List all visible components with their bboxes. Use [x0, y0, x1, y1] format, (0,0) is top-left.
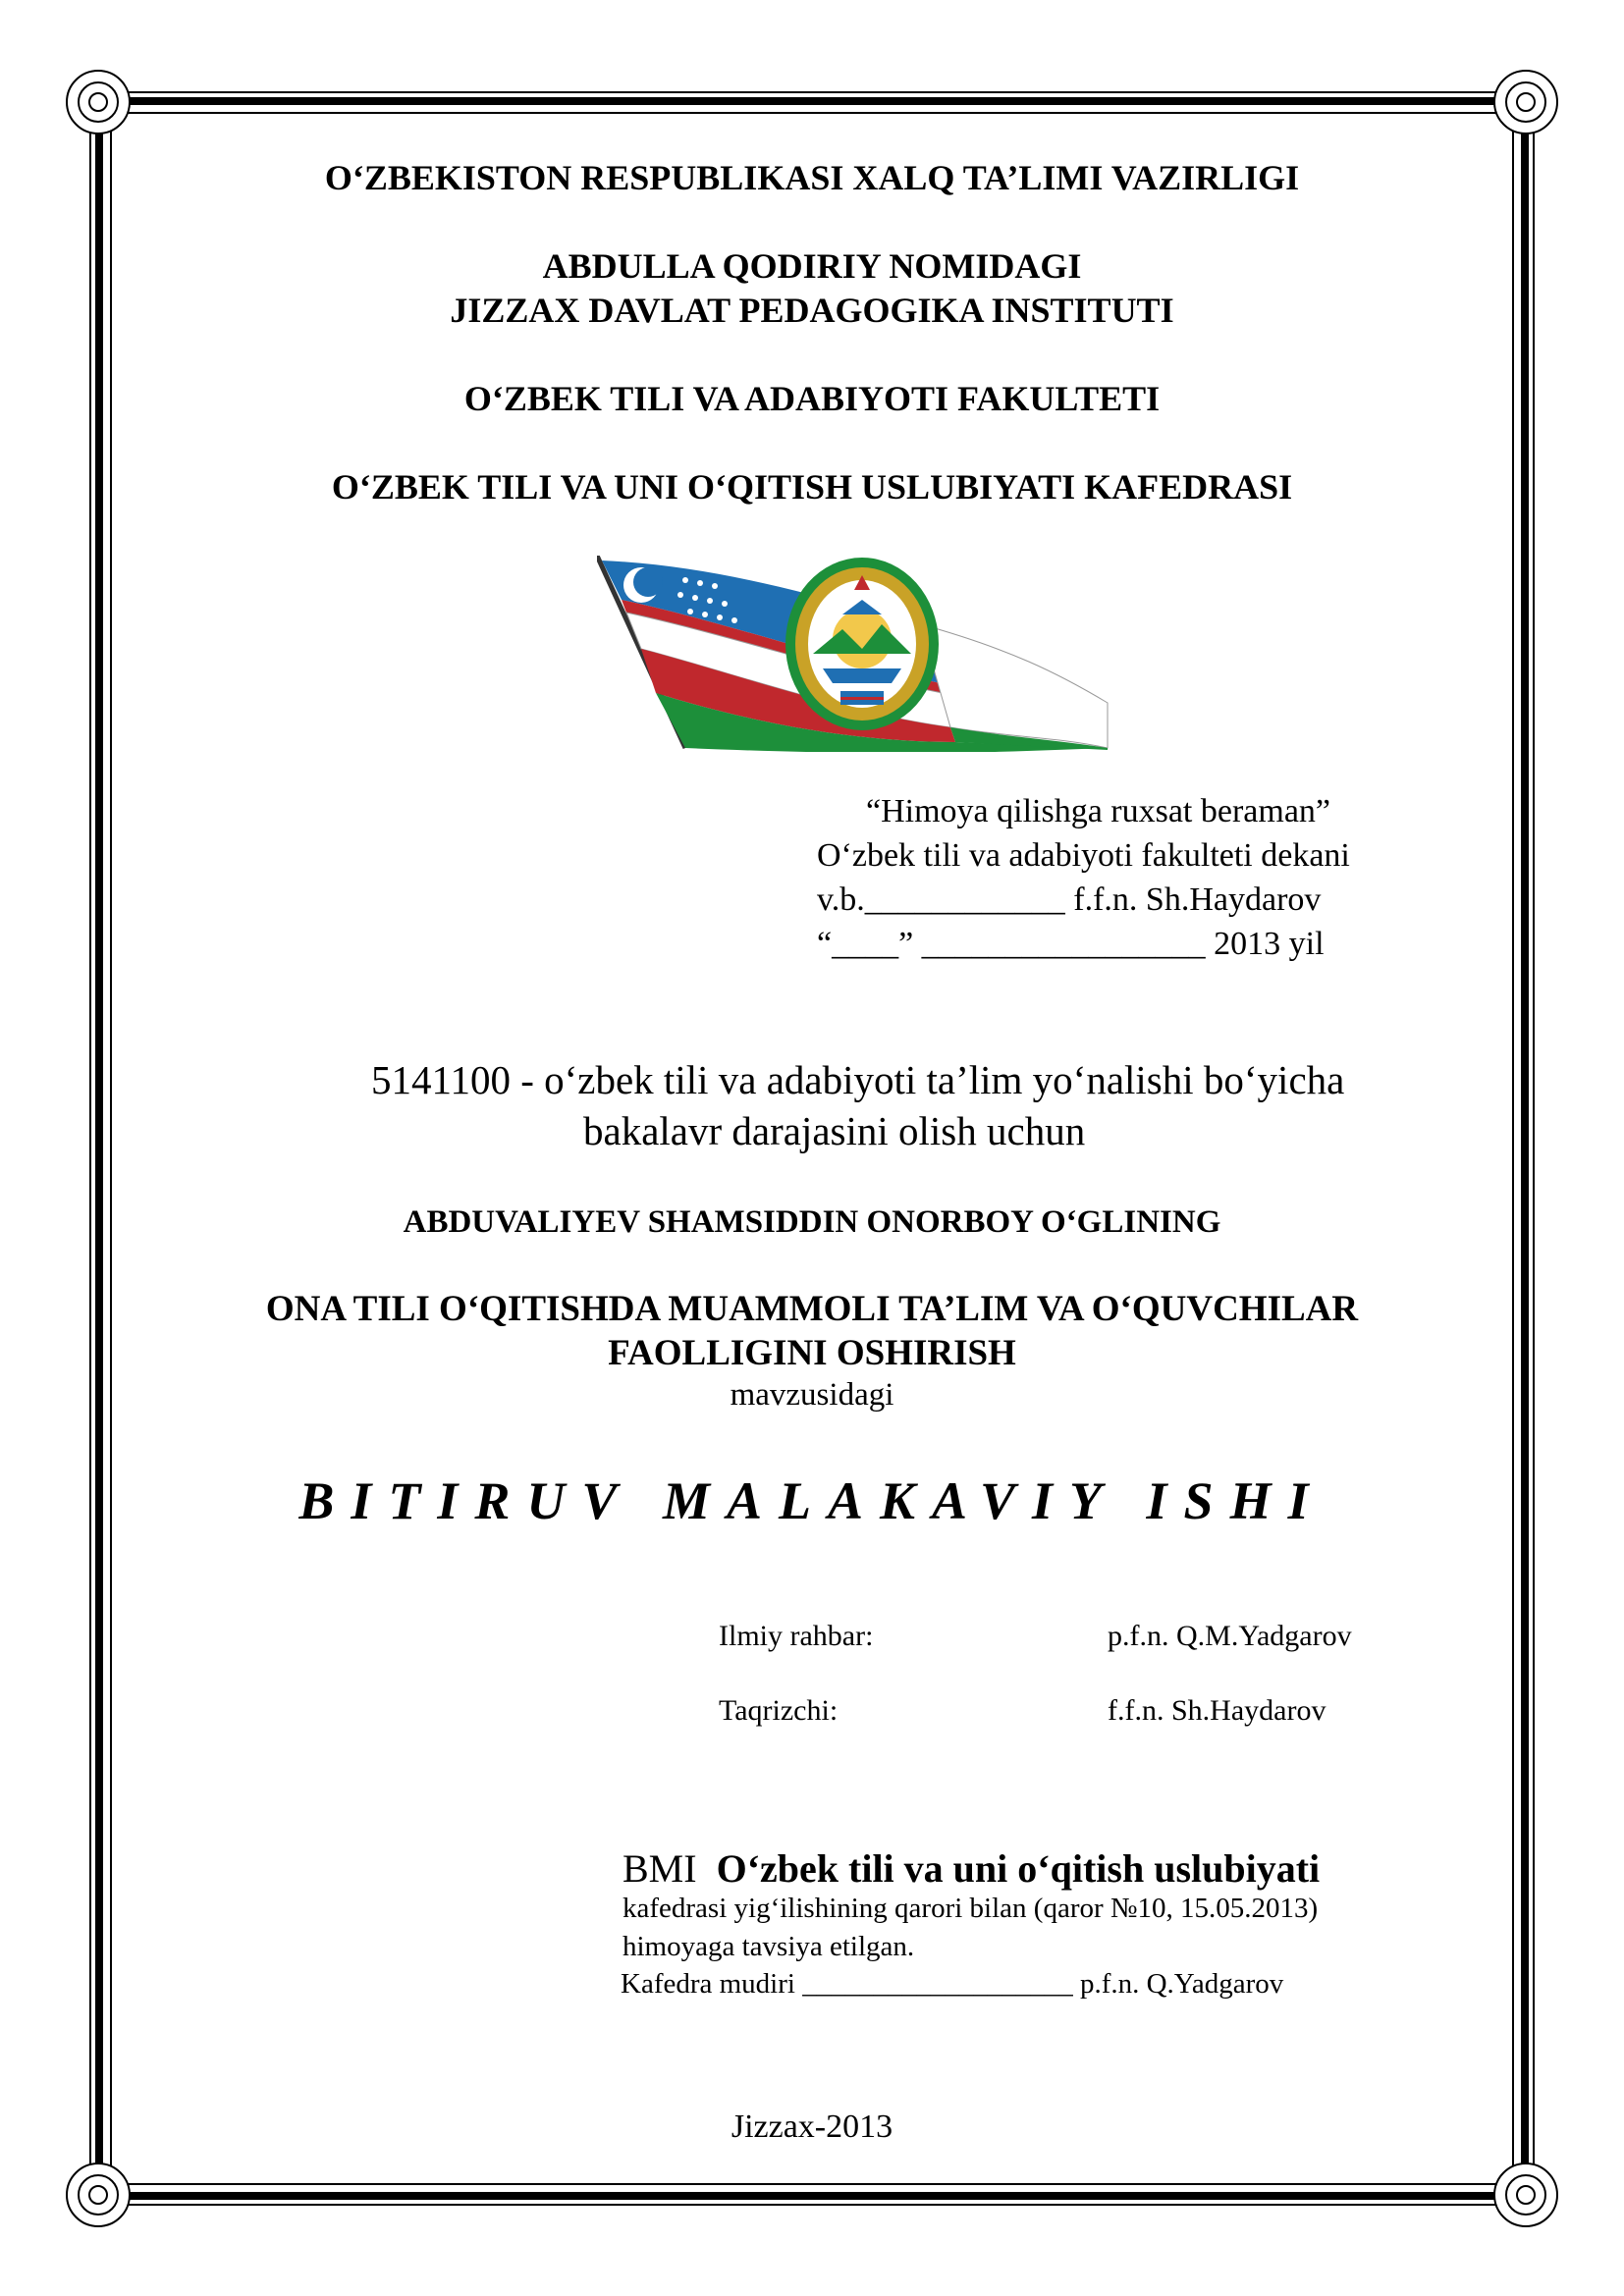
faculty-name: O‘ZBEK TILI VA ADABIYOTI FAKULTETI — [463, 379, 1161, 418]
corner-ornament-top-left — [67, 71, 130, 133]
recommendation-prefix: BMI — [623, 1846, 697, 1891]
approval-permission: “Himoya qilishga ruxsat beraman” — [866, 793, 1331, 829]
approval-dean-title: O‘zbek tili va adabiyoti fakulteti dekani — [817, 837, 1350, 874]
topic-suffix: mavzusidagi — [730, 1377, 894, 1413]
student-name: ABDUVALIYEV SHAMSIDDIN ONORBOY O‘GLINING — [403, 1204, 1221, 1240]
department-name: O‘ZBEK TILI VA UNI O‘QITISH USLUBIYATI KAFEDRASI — [331, 467, 1293, 507]
ministry-title: O‘ZBEKISTON RESPUBLIKASI XALQ TA’LIMI VAZIRLIGI — [324, 158, 1300, 197]
recommendation-department: O‘zbek tili va uni o‘qitish uslubiyati — [716, 1846, 1321, 1891]
institute-name-line2: JIZZAX DAVLAT PEDAGOGIKA INSTITUTI — [450, 291, 1174, 330]
corner-ornament-bottom-left — [67, 2163, 130, 2226]
recommendation-status: himoyaga tavsiya etilgan. — [623, 1931, 915, 1962]
flag-and-state-emblem-icon — [597, 556, 1117, 752]
approval-date: “____” _________________ 2013 yil — [817, 926, 1325, 962]
recommendation-decision: kafedrasi yig‘ilishining qarori bilan (qaror №10, 15.05.2013) — [623, 1893, 1319, 1924]
department-head-signature: Kafedra mudiri ___________________ p.f.n. Q.Yadgarov — [621, 1968, 1284, 2000]
corner-ornament-bottom-right — [1494, 2163, 1557, 2226]
degree-purpose-line1: 5141100 - o‘zbek tili va adabiyoti ta’lim yo‘nalishi bo‘yicha — [371, 1057, 1345, 1102]
reviewer-role: Taqrizchi: — [719, 1694, 839, 1727]
reviewer-name: f.f.n. Sh.Haydarov — [1108, 1694, 1326, 1727]
approval-dean-signature: v.b.____________ f.f.n. Sh.Haydarov — [817, 881, 1322, 918]
approval-block — [817, 789, 1350, 966]
work-title: BITIRUV MALAKAVIY ISHI — [298, 1471, 1326, 1530]
corner-ornament-top-right — [1494, 71, 1557, 133]
topic-line1: ONA TILI O‘QITISHDA MUAMMOLI TA’LIM VA O‘QUVCHILAR — [265, 1289, 1359, 1329]
topic-line2: FAOLLIGINI OSHIRISH — [608, 1333, 1016, 1373]
recommendation-heading — [623, 1845, 1320, 1892]
institute-name-line1: ABDULLA QODIRIY NOMIDAGI — [542, 246, 1082, 286]
place-and-year: Jizzax-2013 — [731, 2109, 893, 2145]
supervisor-name: p.f.n. Q.M.Yadgarov — [1108, 1620, 1352, 1652]
supervisor-role: Ilmiy rahbar: — [719, 1620, 874, 1652]
degree-purpose-line2: bakalavr darajasini olish uchun — [583, 1108, 1086, 1153]
